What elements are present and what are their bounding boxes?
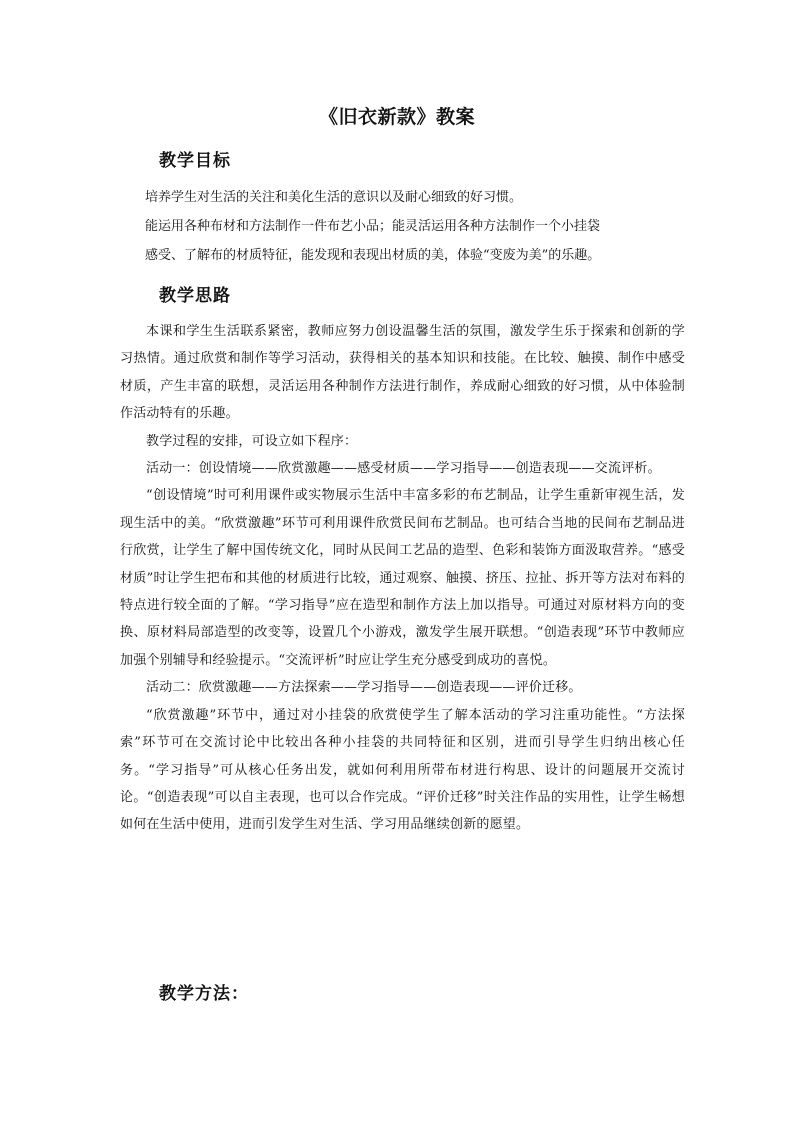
paragraph-activity-one: 活动一：创设情境——欣赏激趣——感受材质——学习指导——创造表现——交流评析。 [146, 461, 661, 477]
goal-item: 感受、了解布的材质特征，能发现和表现出材质的美，体验“变废为美”的乐趣。 [145, 248, 601, 263]
teaching-ideas-body [120, 318, 685, 839]
paragraph-activity-two-detail: “欣赏激趣”环节中，通过对小挂袋的欣赏使学生了解本活动的学习注重功能性。“方法探索”环节可在交流讨论中比较出各种小挂袋的共同特征和区别，进而引导学生归纳出核心任务。“学习指导”可从核心任务出发，就如何利用所带布材进行构思、设计的问题展开交流讨论。“创造表现”可以自主表现，也可以合作完成。“评价迁移”时关注作品的实用性，让学生畅想如何在生活中使用，进而引发学生对生活、学习用品继续创新的愿望。 [120, 707, 685, 833]
heading-teaching-goals: 教学目标 [159, 151, 231, 171]
paragraph-process: 教学过程的安排，可设立如下程序： [146, 433, 358, 449]
heading-teaching-ideas: 教学思路 [159, 286, 231, 306]
teaching-goals-list [145, 183, 685, 270]
paragraph-activity-one-detail: “创设情境”时可利用课件或实物展示生活中丰富多彩的布艺制品，让学生重新审视生活，发现生活中的美。“欣赏激趣”环节可利用课件欣赏民间布艺制品。也可结合当地的民间布艺制品进行欣赏，让学生了解中国传统文化，同时从民间工艺品的造型、色彩和装饰方面汲取营养。“感受材质”时让学生把布和其他的材质进行比较，通过观察、触摸、挤压、拉扯、拆开等方法对布料的特点进行较全面的了解。“学习指导”应在造型和制作方法上加以指导。可通过对原材料方向的变换、原材料局部造型的改变等，设置几个小游戏，激发学生展开联想。“创造表现”环节中教师应加强个别辅导和经验提示。“交流评析”时应让学生充分感受到成功的喜悦。 [120, 488, 685, 668]
document-title: 《旧衣新款》教案 [318, 106, 475, 128]
paragraph-activity-two: 活动二：欣赏激趣——方法探索——学习指导——创造表现——评价迁移。 [146, 680, 582, 696]
paragraph-intro: 本课和学生生活联系紧密，教师应努力创设温馨生活的氛围，激发学生乐于探索和创新的学习热情。通过欣赏和制作等学习活动，获得相关的基本知识和技能。在比较、触摸、制作中感受材质，产生丰富的联想，灵活运用各种制作方法进行制作，养成耐心细致的好习惯，从中体验制作活动特有的乐趣。 [120, 324, 685, 422]
heading-teaching-methods: 教学方法： [159, 984, 249, 1004]
goal-item: 培养学生对生活的关注和美化生活的意识以及耐心细致的好习惯。 [145, 190, 523, 205]
goal-item: 能运用各种布材和方法制作一件布艺小品；能灵活运用各种方法制作一个小挂袋 [145, 219, 601, 234]
